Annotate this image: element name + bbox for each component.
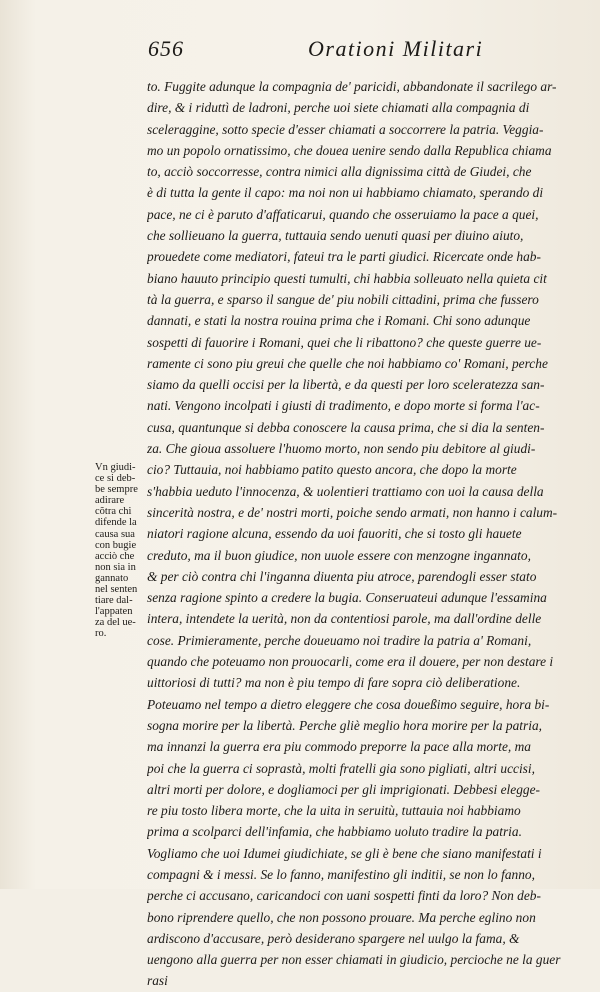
text-line: perche ci accusano, caricandoci con uani sospetti finti da loro? Non deb- (147, 888, 541, 904)
text-line: sceleraggine, sotto specie d'esser chiamati a soccorrere la patria. Veggia- (147, 121, 544, 137)
text-line: rasi (147, 973, 168, 989)
margin-note-line: Vn giudi- (95, 462, 136, 473)
text-line: prouedete come mediatori, fateui tra le parti giudici. Ricercate onde hab- (147, 249, 541, 265)
margin-note-line: be sempre (95, 484, 138, 496)
margin-note-line: za del ue- (95, 617, 136, 629)
margin-note-line: nel senten (95, 584, 138, 596)
text-line: mo un popolo ornatissimo, che douea uenire sendo dalla Republica chiama (147, 142, 552, 158)
margin-note-line: difende la (95, 517, 137, 529)
text-line: ramente ci sono piu greui che quelle che noi habbiamo co' Romani, perche (147, 355, 548, 371)
text-line: che sollieuano la guerra, tuttauia sendo uenuti quasi per diuino aiuto, (147, 228, 524, 244)
text-line: dannati, e stati la nostra rouina prima che i Romani. Chi sono adunque (147, 313, 531, 329)
text-line: senza ragione spinto a credere la bugia. Conseruateui adunque l'essamina (147, 590, 547, 606)
text-line: ardiscono d'accusare, però desiderano spargere nel uulgo la fama, & (147, 930, 520, 946)
text-line: quando che poteuamo non prouocarli, come era il douere, per non destare i (147, 654, 554, 670)
text-line: compagni & i messi. Se lo fanno, manifestino gli inditii, se non lo fanno, (147, 866, 535, 882)
margin-note-line: non sia in (95, 561, 136, 573)
text-line: siamo da quelli occisi per la libertà, e da questi per loro sceleratezza san- (147, 377, 545, 393)
text-line: Poteuamo nel tempo a dietro eleggere che cosa doueßimo seguire, hora bi- (147, 696, 550, 712)
text-line: cose. Primieramente, perche doueuamo noi tradire la patria a' Romani, (147, 632, 532, 648)
text-line: dire, & i riduttì de ladroni, perche uoi siete chiamati alla compagnia di (147, 100, 530, 116)
text-line: to, acciò soccorresse, contra nimici alla dignissima città de Giudei, che (147, 164, 532, 180)
margin-note-line: l'appaten (95, 606, 133, 618)
text-line: tà la guerra, e sparso il sangue de' piu nobili cittadini, prima che fussero (147, 291, 539, 307)
text-line: sospetti di fauorire i Romani, quei che li ribattono? che queste guerre ue- (147, 334, 542, 350)
text-line: nati. Vengono incolpati i giusti di tradimento, e dopo morte si forma l'ac- (147, 398, 540, 414)
margin-note-line: cõtra chi (95, 506, 132, 518)
page-number: 656 (148, 36, 184, 61)
text-line: biano hauuto principio questi tumulti, chi habbia solleuato nella quieta cit (147, 270, 547, 286)
text-line: uittoriosi di tutti? ma non è piu tempo di fare sopra ciò deliberatione. (147, 675, 521, 691)
text-line: & per ciò contra chi l'inganna diuenta piu atroce, parendogli esser stato (147, 568, 537, 584)
margin-note-line: adirare (95, 495, 125, 507)
margin-note-line: gannato (95, 572, 129, 584)
text-line: to. Fuggite adunque la compagnia de' paricidi, abbandonate il sacrilego ar- (147, 79, 557, 94)
text-line: re piu tosto libera morte, che la uita in seruitù, tuttauia noi habbiamo (147, 803, 521, 819)
margin-note-line: con bugie (95, 539, 137, 551)
text-line: sincerità nostra, e de' nostri morti, poiche sendo armati, non hanno i calum- (147, 504, 558, 520)
margin-note-line: ro. (95, 628, 107, 640)
text-line: uengono alla guerra per non esser chiamati in giudicio, percioche ne la guer (147, 952, 561, 968)
text-line: pace, ne ci è paruto d'affaticarui, quando che osseruiamo la pace a quei, (147, 206, 539, 222)
text-line: è di tutta la gente il capo: ma noi non ui habbiamo chiamato, sperando di (147, 185, 544, 201)
text-line: ma innanzi la guerra era piu commodo preporre la pace alla morte, ma (147, 739, 531, 755)
margin-note-line: tiare dal- (95, 595, 133, 607)
running-title: Orationi Militari (308, 36, 484, 61)
text-line: creduto, ma il buon giudice, non uuole essere con menzogne ingannato, (147, 547, 531, 563)
text-line: intera, intendete la uerità, non da contentiosi parole, ma dall'ordine delle (147, 611, 542, 627)
text-line: cusa, quantunque si debba conoscere la causa prima, che si dia la senten- (147, 419, 545, 435)
text-line: bono riprendere quello, che non possono prouare. Ma perche eglino non (147, 909, 536, 925)
text-line: cio? Tuttauia, noi habbiamo patito questo ancora, che dopo la morte (147, 462, 517, 478)
text-line: poi che la guerra ci soprastà, molti fratelli gia sono pigliati, altri uccisi, (147, 760, 535, 776)
text-line: s'habbia ueduto l'innocenza, & uolentieri trattiamo con uoi la causa della (147, 483, 544, 499)
text-line: altri morti per dolore, e dogliamoci per gli imprigionati. Debbesi elegge- (147, 781, 540, 797)
text-line: za. Che gioua assoluere l'huomo morto, non sendo piu debitore al giudi- (147, 441, 536, 457)
margin-note-line: ce si deb- (95, 473, 136, 485)
text-line: prima a scolparci dell'infamia, che habbiamo uoluto tradire la patria. (147, 824, 522, 840)
margin-note (95, 462, 147, 640)
text-line: Vogliamo che uoi Idumei giudichiate, se gli è bene che siano manifestati i (147, 845, 542, 861)
margin-note-line: acciò che (95, 550, 135, 562)
page-header (148, 34, 588, 64)
body-text (147, 76, 587, 992)
margin-note-line: causa sua (95, 528, 135, 540)
text-line: niatori ragione alcuna, essendo da uoi fauoriti, che si tosto gli hauete (147, 526, 522, 542)
text-line: sogna morire per la libertà. Perche gliè meglio hora morire per la patria, (147, 717, 542, 733)
